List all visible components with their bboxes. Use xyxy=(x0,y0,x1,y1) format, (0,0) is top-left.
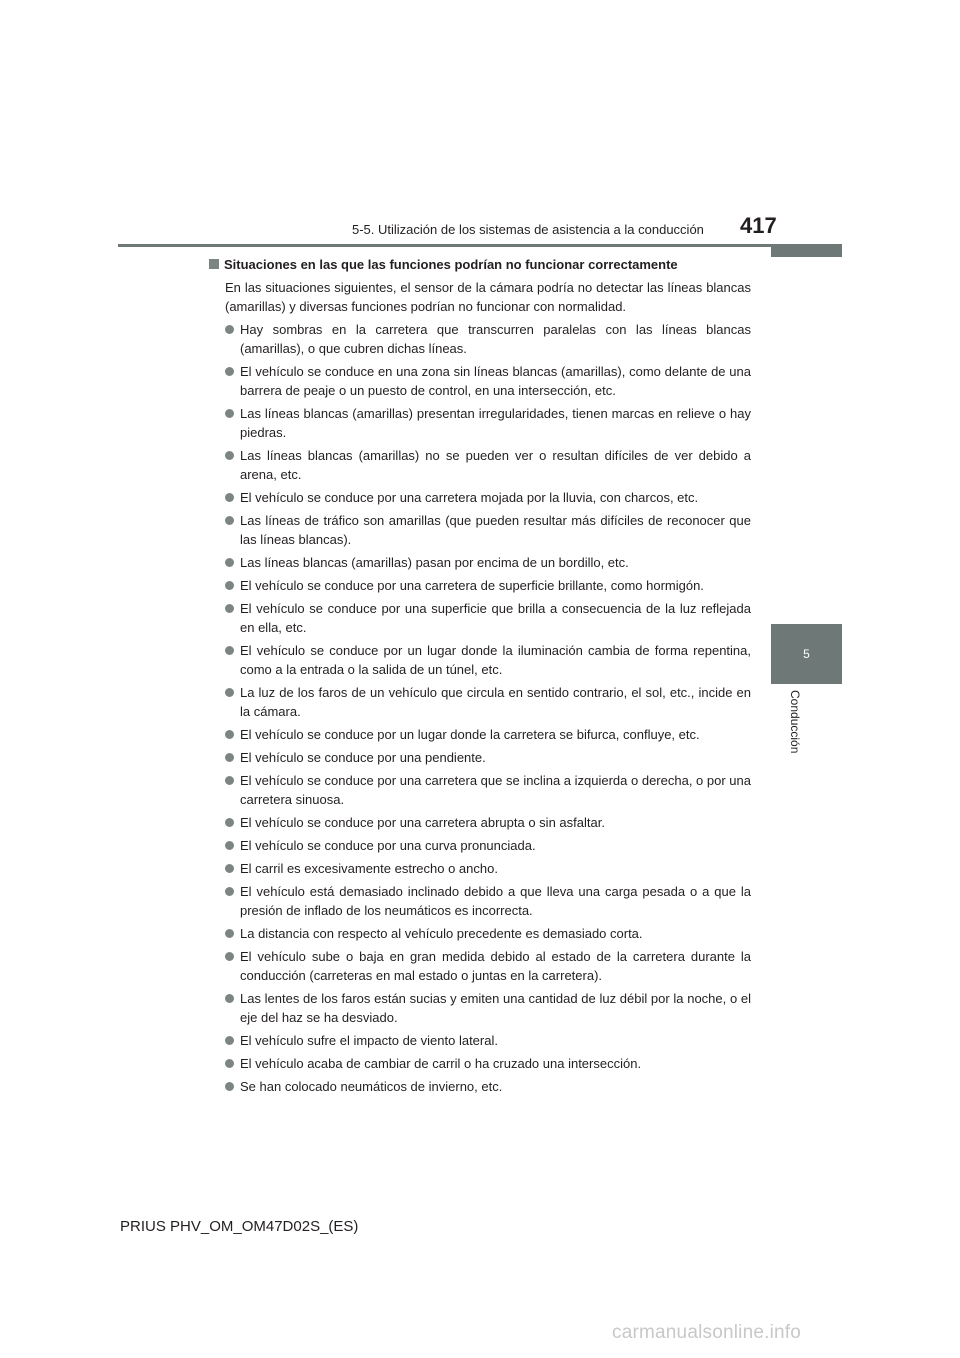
side-tab-label xyxy=(770,690,810,770)
bullet-dot-icon xyxy=(225,952,234,961)
bullet-dot-icon xyxy=(225,929,234,938)
side-tab-label-text: Conducción xyxy=(788,690,802,754)
footer-doc-code: PRIUS PHV_OM_OM47D02S_(ES) xyxy=(120,1218,359,1235)
bullet-dot-icon xyxy=(225,730,234,739)
list-item: El vehículo se conduce por una carretera de superficie brillante, como hormigón. xyxy=(209,576,751,595)
situations-list xyxy=(209,320,751,1096)
list-item: Se han colocado neumáticos de invierno, etc. xyxy=(209,1077,751,1096)
bullet-dot-icon xyxy=(225,887,234,896)
list-item: El vehículo acaba de cambiar de carril o ha cruzado una intersección. xyxy=(209,1054,751,1073)
bullet-dot-icon xyxy=(225,516,234,525)
section-heading xyxy=(209,255,751,274)
bullet-dot-icon xyxy=(225,1036,234,1045)
list-item: El vehículo se conduce por una superficie que brilla a consecuencia de la luz reflejada en ella, etc. xyxy=(209,599,751,637)
bullet-dot-icon xyxy=(225,451,234,460)
list-item: El vehículo se conduce por un lugar donde la iluminación cambia de forma repentina, como a la entrada o la salida de un túnel, etc. xyxy=(209,641,751,679)
header-section-title: 5-5. Utilización de los sistemas de asistencia a la conducción xyxy=(352,222,704,237)
bullet-dot-icon xyxy=(225,325,234,334)
header-rule xyxy=(118,244,842,247)
list-item: El vehículo se conduce por una curva pronunciada. xyxy=(209,836,751,855)
list-item: Las líneas blancas (amarillas) pasan por encima de un bordillo, etc. xyxy=(209,553,751,572)
list-item: El carril es excesivamente estrecho o ancho. xyxy=(209,859,751,878)
bullet-dot-icon xyxy=(225,493,234,502)
bullet-dot-icon xyxy=(225,864,234,873)
square-bullet-icon xyxy=(209,259,219,269)
bullet-dot-icon xyxy=(225,776,234,785)
list-item: El vehículo sube o baja en gran medida debido al estado de la carretera durante la conducción (carreteras en mal estado o juntas en la carretera). xyxy=(209,947,751,985)
list-item: El vehículo se conduce por una carretera que se inclina a izquierda o derecha, o por una carretera sinuosa. xyxy=(209,771,751,809)
list-item: Las líneas blancas (amarillas) no se pueden ver o resultan difíciles de ver debido a arena, etc. xyxy=(209,446,751,484)
bullet-dot-icon xyxy=(225,581,234,590)
list-item: Las líneas blancas (amarillas) presentan irregularidades, tienen marcas en relieve o hay piedras. xyxy=(209,404,751,442)
list-item: Hay sombras en la carretera que transcurren paralelas con las líneas blancas (amarillas), o que cubren dichas líneas. xyxy=(209,320,751,358)
bullet-dot-icon xyxy=(225,367,234,376)
side-tab-chapter-number: 5 xyxy=(771,624,842,684)
bullet-dot-icon xyxy=(225,841,234,850)
list-item: El vehículo se conduce en una zona sin líneas blancas (amarillas), como delante de una barrera de peaje o un puesto de control, en una intersección, etc. xyxy=(209,362,751,400)
list-item: El vehículo se conduce por un lugar donde la carretera se bifurca, confluye, etc. xyxy=(209,725,751,744)
list-item: El vehículo se conduce por una carretera abrupta o sin asfaltar. xyxy=(209,813,751,832)
list-item: El vehículo sufre el impacto de viento lateral. xyxy=(209,1031,751,1050)
side-tab-top xyxy=(771,247,842,257)
bullet-dot-icon xyxy=(225,646,234,655)
bullet-dot-icon xyxy=(225,604,234,613)
list-item: El vehículo se conduce por una carretera mojada por la lluvia, con charcos, etc. xyxy=(209,488,751,507)
list-item: El vehículo se conduce por una pendiente. xyxy=(209,748,751,767)
list-item: La luz de los faros de un vehículo que circula en sentido contrario, el sol, etc., incide en la cámara. xyxy=(209,683,751,721)
bullet-dot-icon xyxy=(225,1059,234,1068)
bullet-dot-icon xyxy=(225,558,234,567)
list-item: Las lentes de los faros están sucias y emiten una cantidad de luz débil por la noche, o el eje del haz se ha desviado. xyxy=(209,989,751,1027)
section-heading-text: Situaciones en las que las funciones podrían no funcionar correctamente xyxy=(224,257,678,272)
main-content xyxy=(209,255,751,1100)
page-number: 417 xyxy=(740,213,777,238)
bullet-dot-icon xyxy=(225,994,234,1003)
bullet-dot-icon xyxy=(225,409,234,418)
bullet-dot-icon xyxy=(225,753,234,762)
section-intro: En las situaciones siguientes, el sensor de la cámara podría no detectar las líneas blancas (amarillas) y diversas funciones podrían no funcionar con normalidad. xyxy=(225,280,751,314)
bullet-dot-icon xyxy=(225,818,234,827)
list-item: Las líneas de tráfico son amarillas (que pueden resultar más difíciles de reconocer que las líneas blancas). xyxy=(209,511,751,549)
list-item: La distancia con respecto al vehículo precedente es demasiado corta. xyxy=(209,924,751,943)
bullet-dot-icon xyxy=(225,688,234,697)
watermark: carmanualsonline.info xyxy=(612,1322,802,1343)
bullet-dot-icon xyxy=(225,1082,234,1091)
list-item: El vehículo está demasiado inclinado debido a que lleva una carga pesada o a que la presión de inflado de los neumáticos es incorrecta. xyxy=(209,882,751,920)
